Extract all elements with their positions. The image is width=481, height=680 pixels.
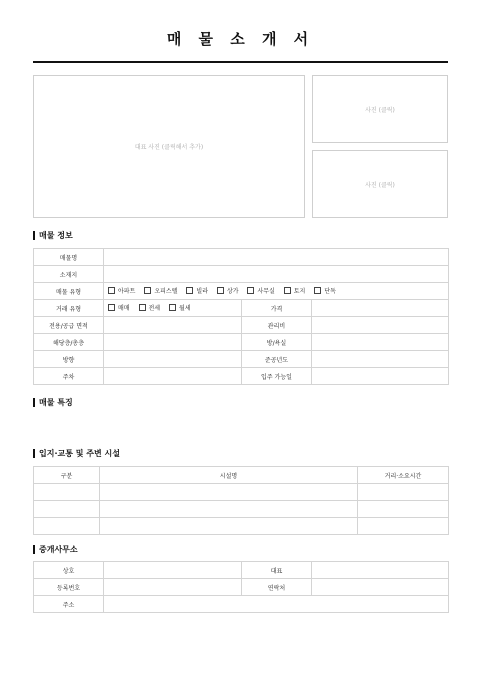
photo-slot-label: 사진 (클릭) <box>365 181 395 189</box>
section-heading-location <box>33 448 120 459</box>
checkbox-icon <box>144 287 151 294</box>
category-cell[interactable] <box>34 501 100 518</box>
checkbox-icon <box>314 287 321 294</box>
column-header-distance: 거리·소요시간 <box>358 467 449 484</box>
photo-slot-label: 사진 (클릭) <box>365 106 395 114</box>
checkbox-icon <box>284 287 291 294</box>
direction-field[interactable] <box>104 351 242 368</box>
contact-field[interactable] <box>312 579 449 596</box>
office-name-label: 상호 <box>34 562 104 579</box>
built-year-label: 준공년도 <box>242 351 312 368</box>
heading-bar <box>33 545 35 554</box>
checkbox-label: 오피스텔 <box>154 288 178 295</box>
type-checkbox-office[interactable] <box>247 286 274 295</box>
type-checkbox-apartment[interactable] <box>108 286 135 295</box>
name-label: 매물명 <box>34 249 104 266</box>
address-field[interactable] <box>104 266 449 283</box>
facility-cell[interactable] <box>100 518 358 535</box>
table-row <box>34 484 449 501</box>
column-header-category: 구분 <box>34 467 100 484</box>
facility-cell[interactable] <box>100 501 358 518</box>
features-text-area[interactable] <box>33 410 448 440</box>
floor-label: 해당층/총층 <box>34 334 104 351</box>
checkbox-icon <box>186 287 193 294</box>
parking-field[interactable] <box>104 368 242 385</box>
location-table <box>33 466 449 535</box>
table-row <box>34 518 449 535</box>
checkbox-icon <box>247 287 254 294</box>
document-title: 매 물 소 개 서 <box>166 30 315 48</box>
deal-checkbox-sale[interactable] <box>108 303 130 312</box>
rooms-label: 방/욕실 <box>242 334 312 351</box>
section-heading-text: 입지·교통 및 주변 시설 <box>39 449 120 458</box>
photo-slot-2[interactable] <box>312 150 448 218</box>
checkbox-icon <box>139 304 146 311</box>
deal-checkbox-jeonse[interactable] <box>139 303 161 312</box>
main-photo-label: 대표 사진 (클릭해서 추가) <box>134 144 204 151</box>
heading-bar <box>33 231 35 240</box>
area-field[interactable] <box>104 317 242 334</box>
type-checkbox-store[interactable] <box>217 286 239 295</box>
property-info-table <box>33 248 449 385</box>
checkbox-label: 토지 <box>293 288 306 295</box>
type-checkbox-officetel[interactable] <box>144 286 177 295</box>
deal-checkbox-monthly[interactable] <box>169 303 191 312</box>
price-field[interactable] <box>312 300 449 317</box>
fee-label: 관리비 <box>242 317 312 334</box>
distance-cell[interactable] <box>358 501 449 518</box>
fee-field[interactable] <box>312 317 449 334</box>
section-heading-text: 중개사무소 <box>39 545 78 554</box>
deal-label: 거래 유형 <box>34 300 104 317</box>
distance-cell[interactable] <box>358 518 449 535</box>
agency-address-label: 주소 <box>34 596 104 613</box>
direction-label: 방향 <box>34 351 104 368</box>
agency-table <box>33 561 449 613</box>
price-label: 가격 <box>242 300 312 317</box>
heading-bar <box>33 449 35 458</box>
type-label: 매물 유형 <box>34 283 104 300</box>
column-header-facility: 시설명 <box>100 467 358 484</box>
move-in-field[interactable] <box>312 368 449 385</box>
type-checkbox-land[interactable] <box>284 286 306 295</box>
registration-field[interactable] <box>104 579 242 596</box>
checkbox-label: 빌라 <box>196 288 209 295</box>
main-photo-slot[interactable] <box>33 75 305 218</box>
type-options <box>104 283 449 300</box>
type-checkbox-house[interactable] <box>314 286 336 295</box>
checkbox-icon <box>169 304 176 311</box>
checkbox-icon <box>108 304 115 311</box>
section-heading-text: 매물 특징 <box>39 398 73 407</box>
checkbox-label: 사무실 <box>257 288 275 295</box>
category-cell[interactable] <box>34 518 100 535</box>
registration-label: 등록번호 <box>34 579 104 596</box>
section-heading-features <box>33 397 73 408</box>
facility-cell[interactable] <box>100 484 358 501</box>
parking-label: 주차 <box>34 368 104 385</box>
name-field[interactable] <box>104 249 449 266</box>
representative-field[interactable] <box>312 562 449 579</box>
rooms-field[interactable] <box>312 334 449 351</box>
table-row <box>34 501 449 518</box>
contact-label: 연락처 <box>242 579 312 596</box>
checkbox-icon <box>108 287 115 294</box>
floor-field[interactable] <box>104 334 242 351</box>
heading-bar <box>33 398 35 407</box>
category-cell[interactable] <box>34 484 100 501</box>
checkbox-icon <box>217 287 224 294</box>
address-label: 소재지 <box>34 266 104 283</box>
office-name-field[interactable] <box>104 562 242 579</box>
section-heading-agency <box>33 544 78 555</box>
checkbox-label: 전세 <box>148 305 161 312</box>
section-heading-text: 매물 정보 <box>39 231 73 240</box>
checkbox-label: 단독 <box>324 288 336 295</box>
built-year-field[interactable] <box>312 351 449 368</box>
checkbox-label: 아파트 <box>118 288 136 295</box>
distance-cell[interactable] <box>358 484 449 501</box>
section-heading-info <box>33 230 73 241</box>
deal-options <box>104 300 242 317</box>
checkbox-label: 상가 <box>226 288 239 295</box>
photo-slot-1[interactable] <box>312 75 448 143</box>
type-checkbox-villa[interactable] <box>186 286 208 295</box>
move-in-label: 입주 가능일 <box>242 368 312 385</box>
area-label: 전용/공급 면적 <box>34 317 104 334</box>
representative-label: 대표 <box>242 562 312 579</box>
checkbox-label: 매매 <box>118 305 130 312</box>
checkbox-label: 월세 <box>179 305 191 312</box>
title-divider <box>33 61 448 63</box>
agency-address-field[interactable] <box>104 596 449 613</box>
